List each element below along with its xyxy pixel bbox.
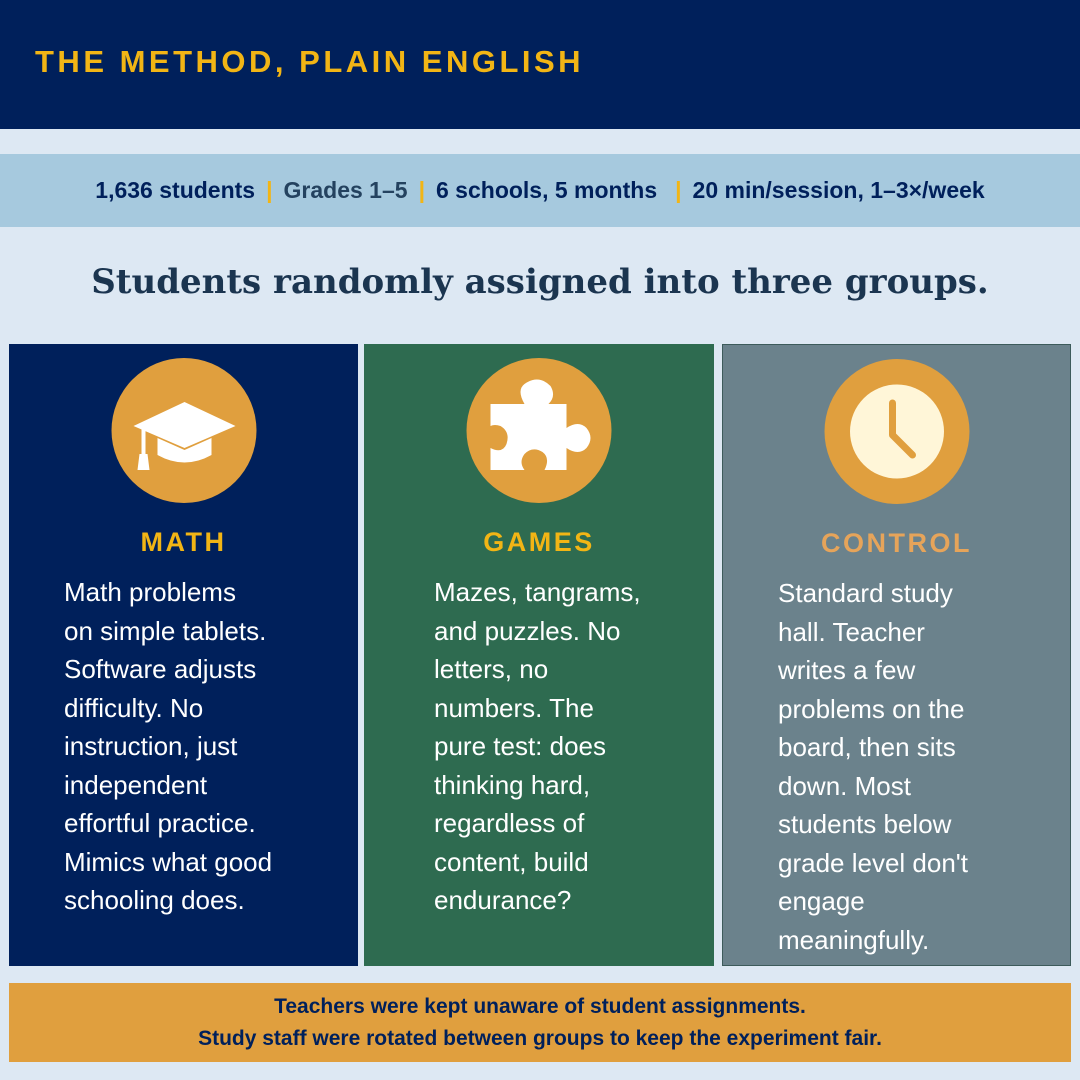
fact-grades: Grades 1–5 (283, 177, 408, 203)
graduation-cap-icon (111, 358, 256, 503)
icon-circle (824, 359, 969, 504)
description-line: hall. Teacher (778, 616, 925, 647)
group-title: CONTROL (821, 528, 972, 558)
description-line: schooling does. (64, 885, 245, 915)
description-line: down. Most (778, 770, 911, 801)
group-card-math (9, 344, 358, 966)
page-title: THE METHOD, PLAIN ENGLISH (35, 44, 585, 79)
description-line: and puzzles. No (434, 615, 621, 646)
group-description (64, 573, 334, 920)
group-title: GAMES (483, 527, 595, 557)
description-line: board, then sits (778, 732, 956, 762)
fact-separator: | (675, 177, 682, 203)
description-line: Software adjusts (64, 654, 257, 684)
fact-schools: 6 schools, 5 months (436, 177, 658, 203)
description-line: grade level don't (778, 847, 968, 878)
group-description (778, 574, 1050, 959)
description-line: letters, no (434, 654, 549, 684)
description-line: regardless of (434, 808, 585, 838)
subtitle: Students randomly assigned into three groups. (91, 262, 989, 302)
description-line: endurance? (434, 885, 572, 915)
description-line: writes a few (778, 655, 916, 685)
group-description (434, 573, 696, 920)
group-card-games (364, 344, 714, 966)
description-line: Standard study (778, 578, 953, 608)
group-title: MATH (140, 527, 227, 557)
description-line: thinking hard, (434, 769, 591, 800)
footer-note (9, 983, 1071, 1062)
fact-students: 1,636 students (95, 177, 256, 203)
clock-icon (824, 359, 969, 504)
fact-separator: | (266, 177, 273, 203)
group-card-control (722, 344, 1071, 966)
footer-line: Teachers were kept unaware of student assignments. (274, 994, 806, 1018)
facts-bar (0, 154, 1080, 227)
description-line: engage (778, 886, 865, 916)
description-line: meaningfully. (778, 924, 930, 955)
description-line: content, build (434, 846, 589, 877)
description-line: Mimics what good (64, 846, 273, 877)
description-line: numbers. The (434, 692, 594, 723)
description-line: problems on the (778, 693, 965, 724)
footer-line: Study staff were rotated between groups to keep the experiment fair. (198, 1026, 882, 1050)
description-line: Math problems (64, 577, 236, 607)
icon-circle (111, 358, 256, 503)
icon-circle (467, 358, 612, 503)
header-banner (0, 0, 1080, 129)
description-line: students below (778, 809, 952, 839)
description-line: effortful practice. (64, 808, 256, 838)
fact-separator: | (418, 177, 425, 203)
description-line: difficulty. No (64, 692, 204, 723)
description-line: pure test: does (434, 731, 606, 761)
description-line: instruction, just (64, 731, 238, 761)
description-line: on simple tablets. (64, 615, 267, 646)
description-line: Mazes, tangrams, (434, 577, 641, 607)
description-line: independent (64, 769, 208, 800)
puzzle-piece-icon (467, 358, 612, 503)
fact-session: 20 min/session, 1–3×/week (692, 177, 985, 203)
